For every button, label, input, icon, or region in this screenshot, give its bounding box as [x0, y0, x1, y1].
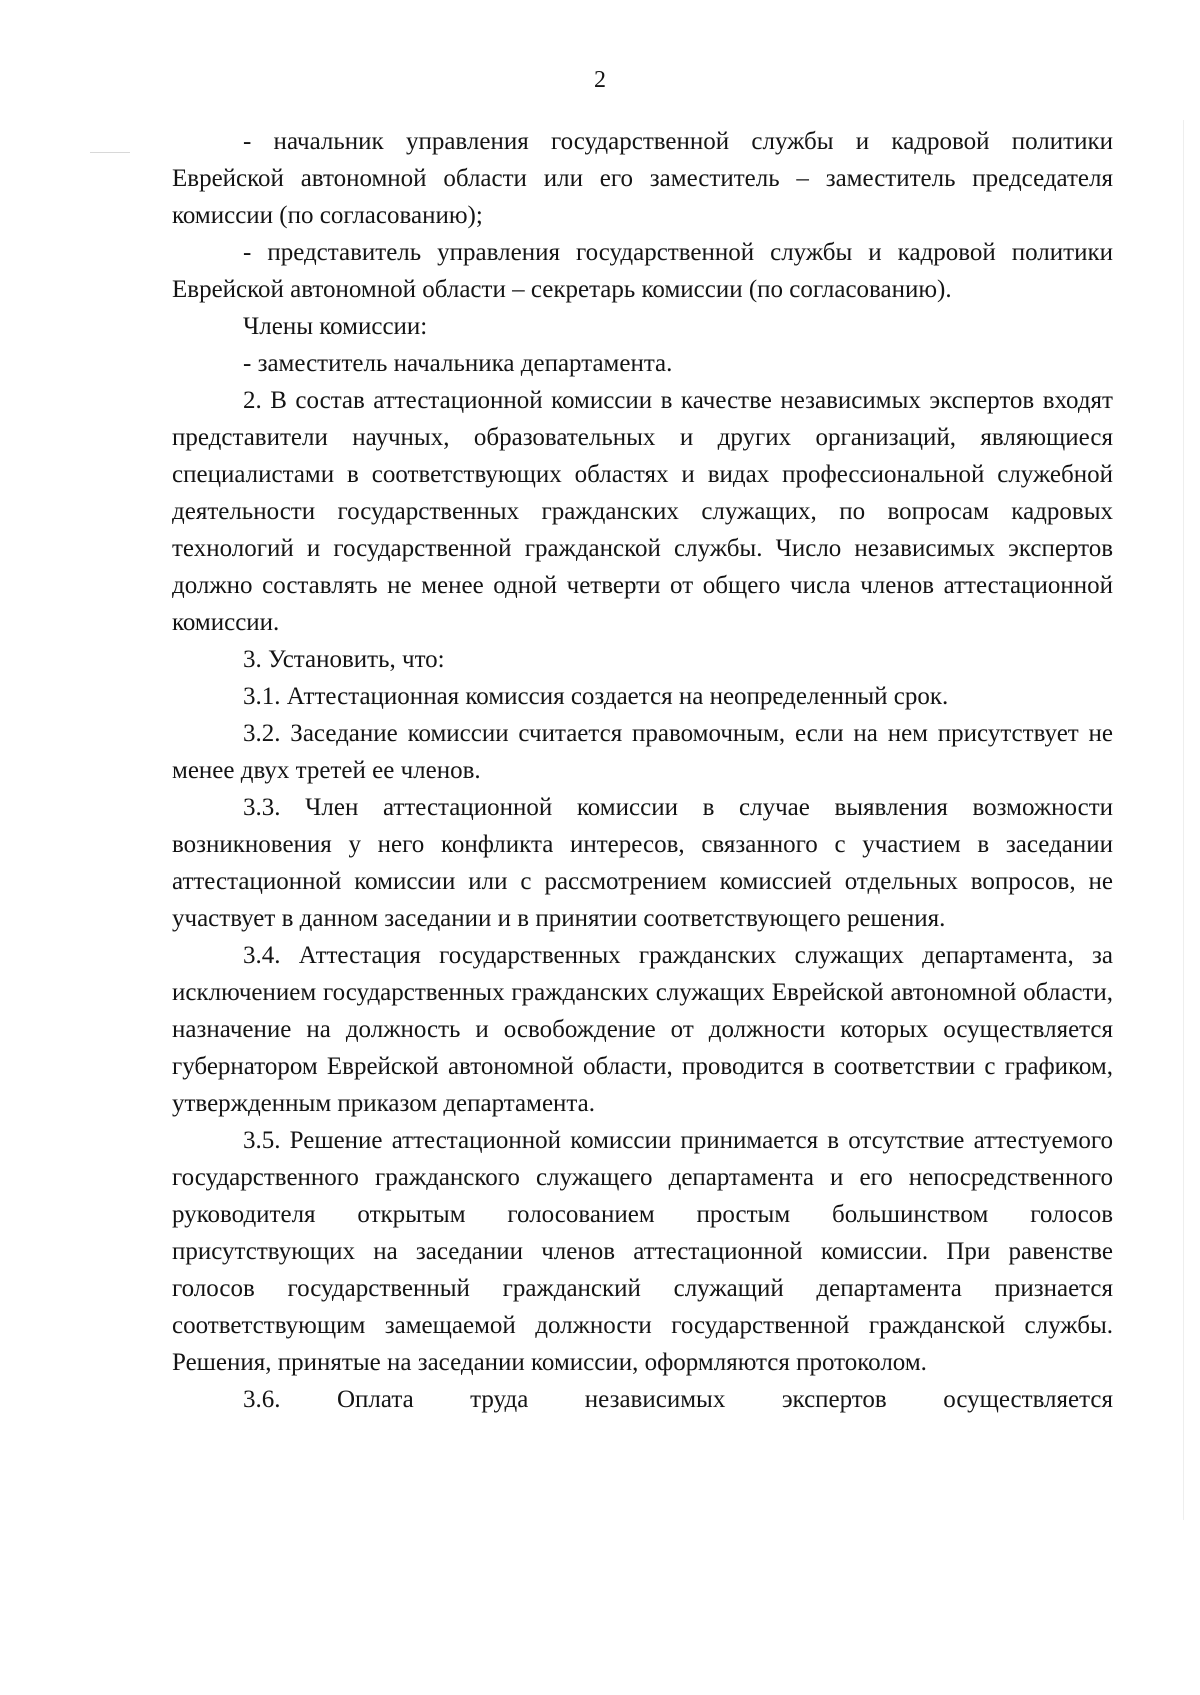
last-line-word: Оплата: [336, 1386, 414, 1413]
paragraph-members-heading: Члены комиссии:: [243, 313, 428, 340]
paragraph-deputy-chair: - начальник управления государственной службы и кадровой политики Еврейской автономной области или его заместитель – заместитель председателя комиссии (по согласованию);: [172, 128, 1113, 229]
last-line-word: независимых: [584, 1386, 726, 1413]
scan-edge: [1183, 120, 1184, 1520]
document-body: [172, 123, 1113, 1418]
last-line-word: осуществляется: [943, 1386, 1113, 1413]
last-line-word: труда: [470, 1386, 529, 1413]
paragraph-3-1: 3.1. Аттестационная комиссия создается на неопределенный срок.: [243, 683, 949, 710]
paragraph-3-3: 3.3. Член аттестационной комиссии в случае выявления возможности возникновения у него конфликта интересов, связанного с участием в заседании аттестационной комиссии или с рассмотрением комиссией отдельных вопросов, не участвует в данном заседании и в принятии соответствующего решения.: [172, 794, 1113, 932]
last-line-word: экспертов: [781, 1386, 887, 1413]
paragraph-3-4: 3.4. Аттестация государственных гражданских служащих департамента, за исключением государственных гражданских служащих Еврейской автономной области, назначение на должность и освобождение от должности которых осуществляется губернатором Еврейской автономной области, проводится в соответствии с графиком, утвержденным приказом департамента.: [172, 942, 1113, 1117]
paragraph-secretary: - представитель управления государственной службы и кадровой политики Еврейской автономной области – секретарь комиссии (по согласованию).: [172, 239, 1113, 303]
paragraph-independent-experts: 2. В состав аттестационной комиссии в качестве независимых экспертов входят представители научных, образовательных и других организаций, являющиеся специалистами в соответствующих областях и видах профессиональной служебной деятельности государственных гражданских служащих, по вопросам кадровых технологий и государственной гражданской службы. Число независимых экспертов должно составлять не менее одной четверти от общего числа членов аттестационной комиссии.: [172, 387, 1113, 636]
page-number: 2: [594, 67, 606, 93]
paragraph-member-deputy-head: - заместитель начальника департамента.: [243, 350, 673, 377]
scan-artifact: [90, 152, 130, 153]
last-line-word: 3.6.: [243, 1386, 281, 1413]
paragraph-establish: 3. Установить, что:: [243, 646, 445, 673]
paragraph-3-6-first-line: [172, 1381, 1113, 1418]
paragraph-3-2: 3.2. Заседание комиссии считается правомочным, если на нем присутствует не менее двух третей ее членов.: [172, 720, 1113, 784]
paragraph-3-5: 3.5. Решение аттестационной комиссии принимается в отсутствие аттестуемого государственного гражданского служащего департамента и его непосредственного руководителя открытым голосованием простым большинством голосов присутствующих на заседании членов аттестационной комиссии. При равенстве голосов государственный гражданский служащий департамента признается соответствующим замещаемой должности государственной гражданской службы. Решения, принятые на заседании комиссии, оформляются протоколом.: [172, 1127, 1113, 1376]
